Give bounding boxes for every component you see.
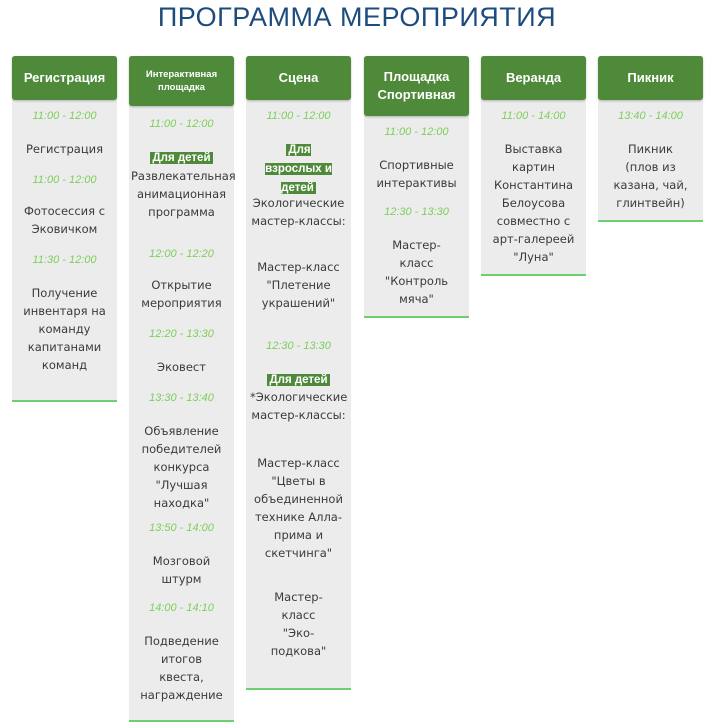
page-title: ПРОГРАММА МЕРОПРИЯТИЯ (157, 2, 557, 32)
column-header[interactable]: Интерактивная площадка (129, 56, 234, 106)
audience-badge: Для детей (269, 374, 328, 386)
column-header[interactable]: Пикник (598, 56, 703, 100)
event-text (129, 148, 234, 221)
audience-badge: Для детей (152, 152, 211, 164)
time-label: 11:00 - 14:00 (501, 110, 566, 122)
time-label: 11:00 - 12:00 (266, 110, 331, 122)
event-text: Фотосессия с Эковичком (23, 204, 106, 236)
column-interactive (129, 56, 234, 722)
event-text: Мастер-класс "Эко-подкова" (270, 590, 327, 658)
event-text: Выставка картин Константина Белоусова совместно с арт-галереей "Луна" (492, 142, 575, 264)
time-label: 12:20 - 13:30 (149, 328, 214, 340)
event-text: Мастер-класс "Контроль мяча" (384, 238, 449, 306)
column-picnic (598, 56, 703, 222)
event-text (246, 140, 351, 197)
event-text: *Экологические мастер-классы: (250, 390, 348, 422)
time-label: 11:00 - 12:00 (384, 126, 449, 138)
time-label: 13:40 - 14:00 (618, 110, 683, 122)
time-label: 12:30 - 13:30 (266, 340, 331, 352)
event-text: Пикник (плов из казана, чай, глинтвейн) (613, 142, 688, 210)
time-label: 11:00 - 12:00 (32, 110, 97, 122)
column-veranda (481, 56, 586, 276)
column-header[interactable]: Регистрация (12, 56, 117, 100)
event-text: Экологические мастер-классы: (251, 196, 346, 228)
column-header[interactable]: Веранда (481, 56, 586, 100)
time-label: 11:30 - 12:00 (32, 254, 97, 266)
event-text: Открытие мероприятия (141, 278, 222, 310)
event-text: Мозговой штурм (152, 554, 211, 586)
time-label: 13:50 - 14:00 (149, 522, 214, 534)
event-description: Развлекательная анимационная программа (131, 169, 236, 219)
event-text: Получение инвентаря на команду капитанами команд (23, 286, 106, 372)
event-text: Эковест (157, 360, 206, 374)
event-text (246, 370, 351, 389)
event-text: Мастер-класс "Плетение украшений" (257, 260, 340, 310)
event-text: Мастер-класс "Цветы в объединенной технике Алла-прима и скетчинга" (254, 456, 343, 560)
column-stage (246, 56, 351, 690)
time-label: 14:00 - 14:10 (149, 602, 214, 614)
audience-badge: Для взрослых и детей (265, 144, 332, 194)
event-text: Подведение итогов квеста, награждение (140, 634, 223, 702)
column-registration (12, 56, 117, 402)
time-label: 12:00 - 12:20 (149, 248, 214, 260)
column-header[interactable]: Сцена (246, 56, 351, 100)
column-sport (364, 56, 469, 318)
time-label: 11:00 - 12:00 (149, 118, 214, 130)
event-text: Объявление победителей конкурса "Лучшая находка" (141, 424, 222, 510)
event-text: Регистрация (25, 142, 104, 156)
time-label: 11:00 - 12:00 (32, 174, 97, 186)
event-text: Спортивные интерактивы (376, 158, 457, 190)
time-label: 12:30 - 13:30 (384, 206, 449, 218)
time-label: 13:30 - 13:40 (149, 392, 214, 404)
column-header[interactable]: Площадка Спортивная (364, 56, 469, 116)
